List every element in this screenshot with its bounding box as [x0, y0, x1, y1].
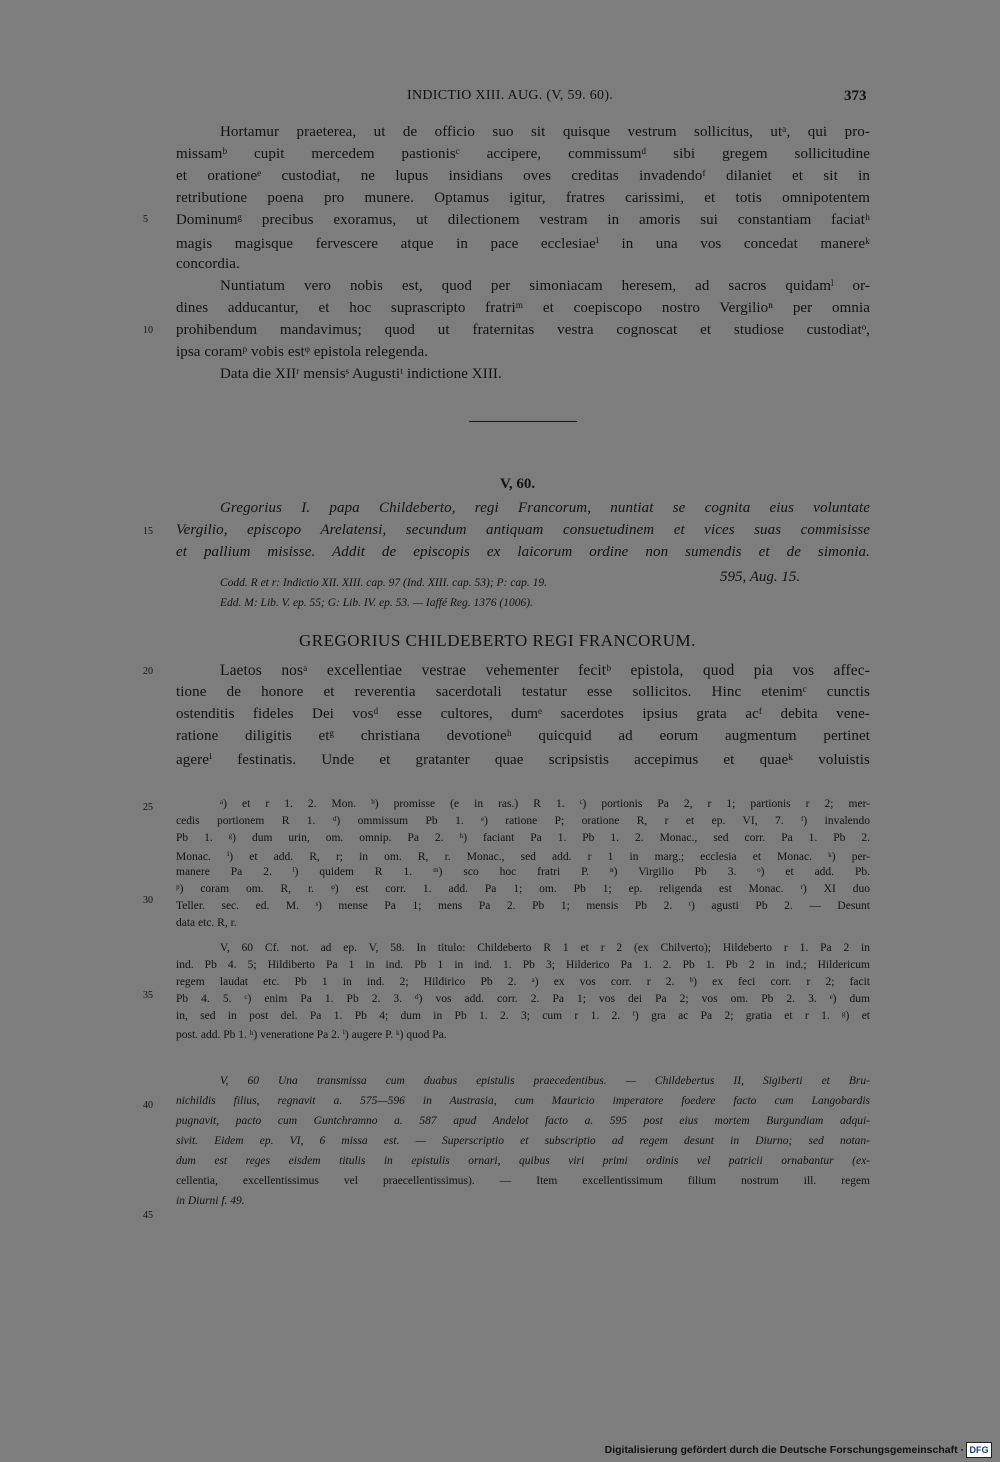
commentary-line: cellentia, excellentissimus vel praecellentissimus). — Item excellentissimum filium nostrum ill. regem — [176, 1175, 870, 1187]
body-line: Hortamur praeterea, ut de officio suo sit quisque vestrum sollicitus, utᵃ, qui pro- — [220, 124, 870, 140]
letter-line: ratione diligitis etᵍ christiana devotioneʰ quicquid ad eorum augmentum pertinet — [176, 728, 870, 744]
line-number: 30 — [143, 895, 153, 906]
letter-number: V, 60. — [500, 476, 536, 492]
body-line: ipsa coramᵖ vobis estᵠ epistola relegenda. — [176, 344, 429, 360]
commentary-line: sivit. Eidem ep. VI, 6 missa est. — Superscriptio et subscriptio ad regem desunt in Diurno; sed notan- — [176, 1135, 870, 1147]
body-line: retributione poena pro munere. Optamus igitur, fratres carissimi, et totis omnipotentem — [176, 190, 870, 206]
commentary-line: pugnavit, pacto cum Guntchramno a. 587 apud Andelot facto a. 595 post eius mortem Burgundiam adqui- — [176, 1115, 870, 1127]
body-line: et orationeᵉ custodiat, ne lupus insidians oves creditas invadendoᶠ dilaniet et sit in — [176, 168, 870, 184]
letter-line: tione de honore et reverentia sacerdotali testatur esse sollicitos. Hinc etenimᶜ cunctis — [176, 684, 870, 700]
body-line: Data die XIIʳ mensisˢ Augustiᵗ indictione XIII. — [220, 366, 502, 382]
letter-line: ostenditis fideles Dei vosᵈ esse cultores, dumᵉ sacerdotes ipsius grata acᶠ debita vene- — [176, 706, 870, 722]
note-line: post. add. Pb 1. ʰ) veneratione Pa 2. ⁱ) augere P. ᵏ) quod Pa. — [176, 1029, 447, 1041]
dfg-logo: DFG — [966, 1442, 992, 1458]
line-number: 5 — [143, 214, 148, 225]
body-line: magis magisque fervescere atque in pace ecclesiaeⁱ in una vos concedat manereᵏ — [176, 236, 870, 252]
page-number: 373 — [844, 88, 867, 104]
running-head: INDICTIO XIII. AUG. (V, 59. 60). — [407, 88, 614, 103]
summary-line: et pallium misisse. Addit de episcopis ex laicorum ordine non sumendis et de simonia. — [176, 544, 870, 560]
codices-line: Codd. R et r: Indictio XII. XIII. cap. 97 (Ind. XIII. cap. 53); P: cap. 19. — [220, 577, 548, 589]
commentary-line: V, 60 Una transmissa cum duabus epistulis praecedentibus. — Childebertus II, Sigiberti et Bru- — [220, 1075, 870, 1087]
note-line: Monac. ⁱ) et add. R, r; in om. R, r. Monac., sed add. r 1 in marg.; ecclesia et Monac. ᵏ) per- — [176, 851, 870, 863]
commentary-line: in Diurni f. 49. — [176, 1195, 245, 1207]
summary-line: Gregorius I. papa Childeberto, regi Francorum, nuntiat se cognita eius voluntate — [220, 500, 870, 516]
letter-line: agereⁱ festinatis. Unde et gratanter quae scripsistis accepimus et quaeᵏ voluistis — [176, 752, 870, 768]
line-number: 45 — [143, 1210, 153, 1221]
line-number: 15 — [143, 526, 153, 537]
line-number: 20 — [143, 666, 153, 677]
note-line: ind. Pb 4. 5; Hildiberto Pa 1 in ind. Pb 1 in ind. 1. Pb 3; Hilderico Pa 1. 2. Pb 1. Pb 2 in ind.; Hildericum — [176, 959, 870, 971]
body-line: dines adducantur, et hoc suprascripto fratriᵐ et coepiscopo nostro Vergilioⁿ per omnia — [176, 300, 870, 316]
commentary-line: dum est reges eisdem titulis in epistulis ornari, quibus viri primi ordinis vel patricii ornabantur (ex- — [176, 1155, 870, 1167]
body-line: concordia. — [176, 256, 240, 272]
note-line: cedis portionem R 1. ᵈ) ommissum Pb 1. ᵉ) ratione P; oratione R, r et ep. VI, 7. ᶠ) invalendo — [176, 815, 870, 827]
note-line: Pb 4. 5. ᶜ) enim Pa 1. Pb 2. 3. ᵈ) vos add. corr. 2. Pa 1; vos dei Pa 2; vos om. Pb 2. 3. ᵉ) dum — [176, 993, 870, 1005]
note-line: Pb 1. ᵍ) dum urin, om. omnip. Pa 2. ʰ) faciant Pa 1. Pb 1. 2. Monac., sed corr. Pa 1. Pb 2. — [176, 832, 870, 844]
line-number: 10 — [143, 325, 153, 336]
line-number: 40 — [143, 1100, 153, 1111]
body-line: missamᵇ cupit mercedem pastionisᶜ accipere, commissumᵈ sibi gregem sollicitudine — [176, 146, 870, 162]
line-number: 35 — [143, 990, 153, 1001]
summary-line: Vergilio, episcopo Arelatensi, secundum antiquam consuetudinem et vices suas commisisse — [176, 522, 870, 538]
note-line: in, sed in post del. Pa 1. Pb 4; dum in Pb 1. 2. 3; cum r 1. 2. ᶠ) gra ac Pa 2; gratia et r 1. ᵍ) et — [176, 1010, 870, 1022]
note-line: V, 60 Cf. not. ad ep. V, 58. In titulo: Childeberto R 1 et r 2 (ex Chilverto); Hildeberto r 1. Pa 2 in — [220, 942, 870, 954]
note-line: regem laudat etc. Pb 1 in ind. 2; Hildirico Pb 2. ᵃ) ex vos corr. r 2. ᵇ) ex feci corr. r 2; facit — [176, 976, 870, 988]
note-line: Teller. sec. ed. M. ˢ) mense Pa 1; mens Pa 2. Pb 1; mensis Pb 2. ᵗ) agusti Pb 2. — Desunt — [176, 900, 870, 912]
letter-line: Laetos nosᵃ excellentiae vestrae vehementer fecitᵇ epistola, quod pia vos affec- — [220, 662, 870, 679]
editions-line: Edd. M: Lib. V. ep. 55; G: Lib. IV. ep. 53. — Iaffé Reg. 1376 (1006). — [220, 597, 533, 609]
commentary-line: nichildis filius, regnavit a. 575—596 in Austrasia, cum Mauricio imperatore foedere facto cum Langobardis — [176, 1095, 870, 1107]
note-line: data etc. R, r. — [176, 917, 237, 929]
footer-credit: Digitalisierung gefördert durch die Deutsche Forschungsgemeinschaft · — [604, 1444, 964, 1456]
note-line: manere Pa 2. ˡ) quidem R 1. ᵐ) sco hoc fratri P. ⁿ) Virgilio Pb 3. ᵒ) et add. Pb. — [176, 866, 870, 878]
body-line: Nuntiatum vero nobis est, quod per simoniacam heresem, ad sacros quidamˡ or- — [220, 278, 870, 294]
note-line: ᵖ) coram om. R, r. ᵠ) est corr. 1. add. Pa 1; om. Pb 1; ep. religenda est Monac. ʳ) XI duo — [176, 883, 870, 895]
letter-date: 595, Aug. 15. — [720, 569, 801, 585]
body-line: prohibendum mandavimus; quod ut fraternitas vestra cognoscat et studiose custodiatᵒ, — [176, 322, 870, 338]
body-line: Dominumᵍ precibus exoramus, ut dilectionem vestram in amoris sui constantiam faciatʰ — [176, 212, 870, 228]
line-number: 25 — [143, 802, 153, 813]
section-rule — [469, 421, 577, 422]
note-line: ᵃ) et r 1. 2. Mon. ᵇ) promisse (e in ras.) R 1. ᶜ) portionis Pa 2, r 1; partionis r 2; mer- — [220, 798, 870, 810]
letter-title: GREGORIUS CHILDEBERTO REGI FRANCORUM. — [299, 631, 696, 650]
